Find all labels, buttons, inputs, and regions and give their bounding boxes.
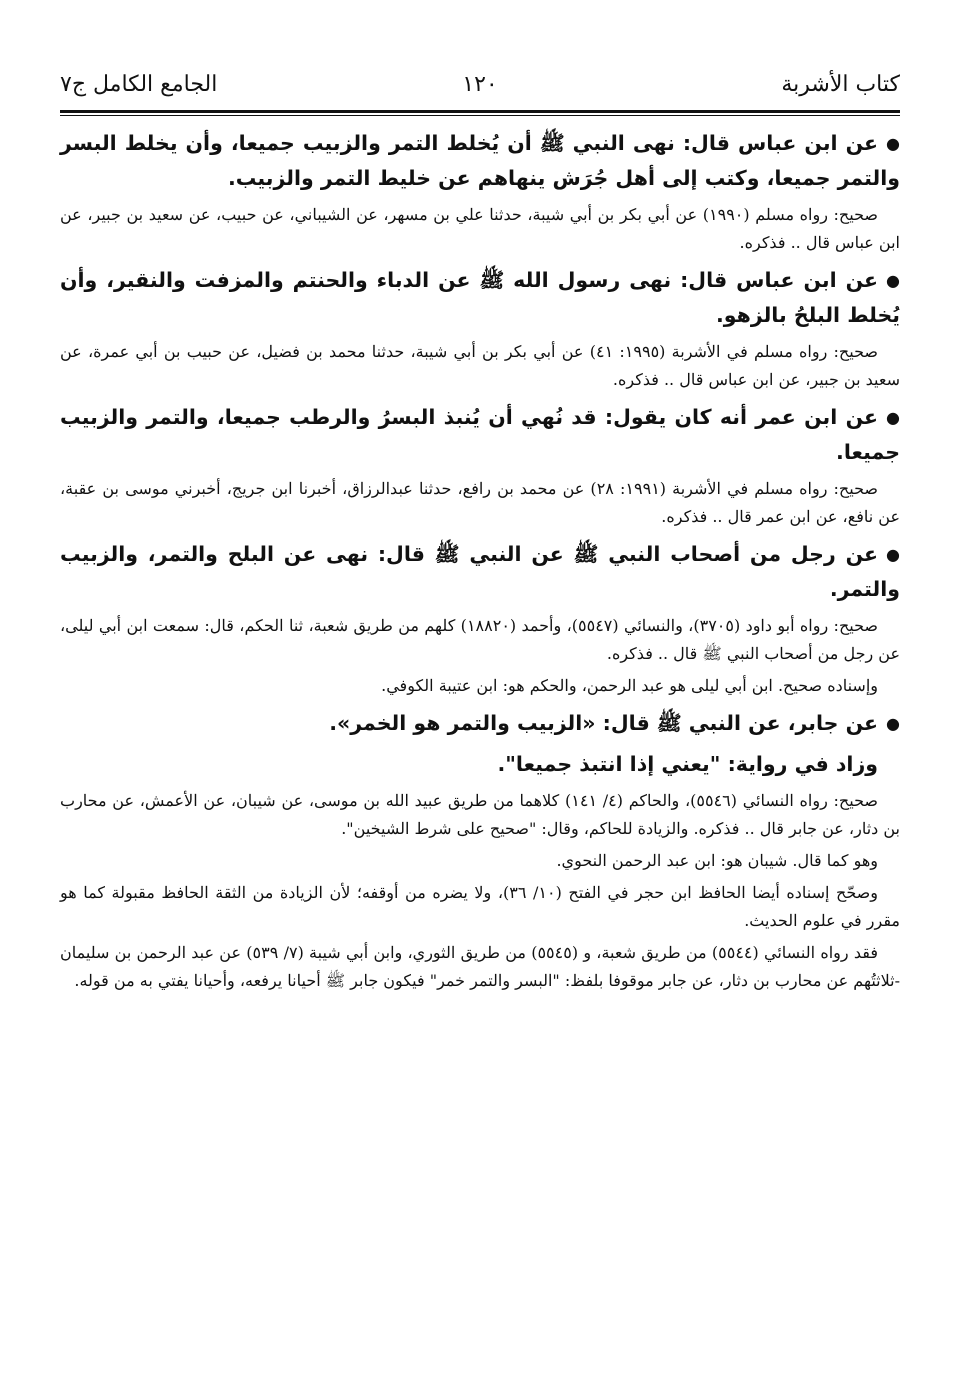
takhrij-note: صحيح: رواه مسلم في الأشربة (١٩٩٥: ٤١) عن أبي بكر بن أبي شيبة، حدثنا محمد بن فضيل، عن حبيب بن أبي عمرة، عن سعيد بن جبير، عن ابن عباس قال .. فذكره.	[60, 342, 900, 389]
hadith-text	[60, 400, 900, 469]
isnad-note: فقد رواه النسائي (٥٥٤٤) من طريق شعبة، و (٥٥٤٥) من طريق الثوري، وابن أبي شيبة (٧/ ٥٣٩) عن عبد الرحمن بن سليمان -ثلاثتُهم عن محارب بن دثار، عن جابر موقوفا بلفظ: "البسر والتمر خمر" فيكون جابر ﷺ أحيانا يرفعه، وأحيانا يفتي به من قوله.	[60, 943, 900, 990]
hadith-body: عن جابر، عن النبي ﷺ قال: «الزبيب والتمر هو الخمر».	[329, 711, 879, 735]
header-rule-thin	[60, 115, 900, 116]
hadith-addition: وزاد في رواية: "يعني إذا انتبذ جميعا".	[497, 752, 878, 776]
hadith-body: عن رجل من أصحاب النبي ﷺ عن النبي ﷺ قال: نهى عن البلح والتمر، والزبيب والتمر.	[60, 542, 900, 601]
isnad-note: وإسناده صحيح. ابن أبي ليلى هو عبد الرحمن، والحكم هو: ابن عتيبة الكوفي.	[381, 676, 878, 695]
bullet-icon: ●	[886, 408, 900, 427]
bullet-icon: ●	[886, 714, 900, 733]
bullet-icon: ●	[886, 545, 900, 564]
book-page	[60, 60, 900, 1360]
header-rule	[60, 110, 900, 113]
page-header	[60, 60, 900, 104]
takhrij-note: صحيح: رواه أبو داود (٣٧٠٥)، والنسائي (٥٥٤٧)، وأحمد (١٨٨٢٠) كلهم من طريق شعبة، ثنا الحكم، قال: سمعت ابن أبي ليلى، عن رجل من أصحاب النبي ﷺ قال .. فذكره.	[60, 616, 900, 663]
chapter-title: كتاب الأشربة	[781, 72, 900, 97]
bullet-icon: ●	[886, 134, 900, 153]
bullet-icon: ●	[886, 271, 900, 290]
hadith-body: عن ابن عمر أنه كان يقول: قد نُهي أن يُنبذ البسرُ والرطب جميعا، والتمر والزبيب جميعا.	[60, 405, 900, 464]
isnad-note: وهو كما قال. شيبان هو: ابن عبد الرحمن النحوي.	[556, 851, 878, 870]
book-title: الجامع الكامل ج٧	[60, 72, 218, 97]
takhrij-note: صحيح: رواه النسائي (٥٥٤٦)، والحاكم (٤/ ١٤١) كلاهما من طريق عبيد الله بن موسى، عن شيبان، عن الأعمش، عن محارب بن دثار، عن جابر قال .. فذكره. والزيادة للحاكم، وقال: "صحيح على شرط الشيخين".	[60, 791, 900, 838]
takhrij-note: صحيح: رواه مسلم في الأشربة (١٩٩١: ٢٨) عن محمد بن رافع، حدثنا عبدالرزاق، أخبرنا ابن جريج، أخبرني موسى بن عقبة، عن نافع، عن ابن عمر قال .. فذكره.	[60, 479, 900, 526]
page-number: ١٢٠	[462, 72, 498, 97]
takhrij-note: صحيح: رواه مسلم (١٩٩٠) عن أبي بكر بن أبي شيبة، حدثنا علي بن مسهر، عن الشيباني، عن حبيب، عن سعيد بن جبير، عن ابن عباس قال .. فذكره.	[60, 205, 900, 252]
hadith-body: عن ابن عباس قال: نهى النبي ﷺ أن يُخلط التمر والزبيب جميعا، وأن يخلط البسر والتمر جميعا، وكتب إلى أهل جُرَش ينهاهم عن خليط التمر والزبيب.	[60, 131, 900, 190]
hadith-body: عن ابن عباس قال: نهى رسول الله ﷺ عن الدباء والحنتم والمزفت والنقير، وأن يُخلط البلحُ بالزهو.	[60, 268, 900, 327]
hadith-text	[60, 706, 900, 741]
hadith-text	[60, 263, 900, 332]
hadith-text	[60, 537, 900, 606]
isnad-note: وصحّح إسناده أيضا الحافظ ابن حجر في الفتح (١٠/ ٣٦)، ولا يضره من أوقفه؛ لأن الزيادة من الثقة الحافظ مقبولة كما هو مقرر في علوم الحديث.	[60, 883, 900, 930]
hadith-text	[60, 126, 900, 195]
